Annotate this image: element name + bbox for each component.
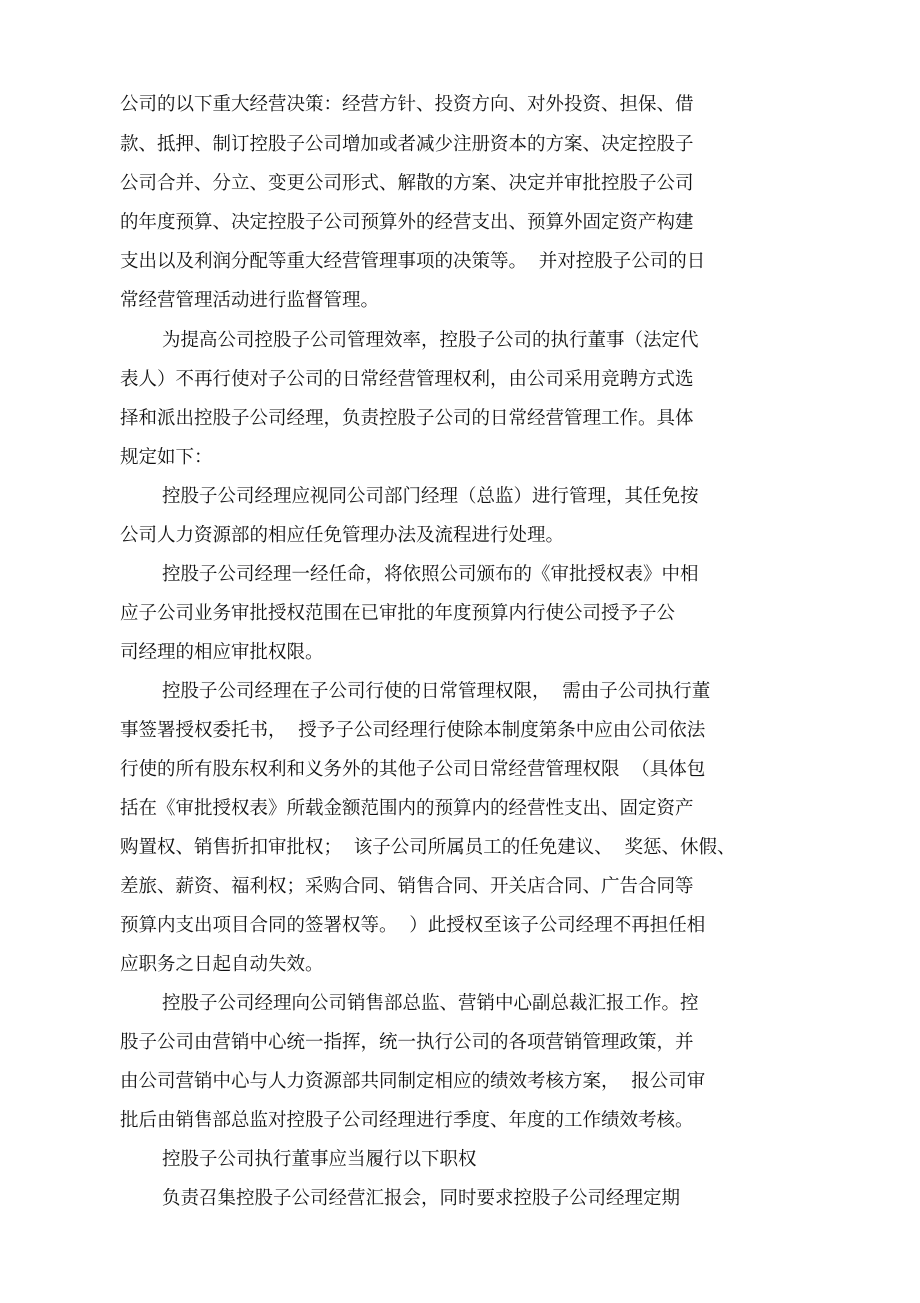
text-line: 批后由销售部总监对控股子公司经理进行季度、年度的工作绩效考核。 <box>120 1110 694 1131</box>
text-line: 常经营管理活动进行监督管理。 <box>120 290 380 311</box>
text-line: 事签署授权委托书， 授予子公司经理行使除本制度第条中应由公司依法 <box>120 720 706 741</box>
text-line: 司经理的相应审批权限。 <box>120 642 324 663</box>
text-line: 规定如下： <box>120 447 213 468</box>
text-line: 择和派出控股子公司经理，负责控股子公司的日常经营管理工作。具体 <box>120 408 694 429</box>
paragraph-start-line: 控股子公司经理向公司销售部总监、营销中心副总裁汇报工作。控 <box>162 993 699 1014</box>
paragraph-start-line: 控股子公司经理在子公司行使的日常管理权限， 需由子公司执行董 <box>162 681 711 702</box>
text-line: 公司的以下重大经营决策：经营方针、投资方向、对外投资、担保、借 <box>120 94 694 115</box>
paragraph-start-line: 控股子公司经理一经任命，将依照公司颁布的《审批授权表》中相 <box>162 564 699 585</box>
paragraph-start-line: 控股子公司经理应视同公司部门经理（总监）进行管理，其任免按 <box>162 486 699 507</box>
paragraph-start-line: 为提高公司控股子公司管理效率，控股子公司的执行董事（法定代 <box>162 330 699 351</box>
text-line: 股子公司由营销中心统一指挥，统一执行公司的各项营销管理政策，并 <box>120 1032 694 1053</box>
text-line: 预算内支出项目合同的签署权等。 ）此授权至该子公司经理不再担任相 <box>120 915 706 936</box>
paragraph-start-line: 负责召集控股子公司经营汇报会，同时要求控股子公司经理定期 <box>162 1188 681 1209</box>
text-line: 应子公司业务审批授权范围在已审批的年度预算内行使公司授予子公 <box>120 603 676 624</box>
paragraph-start-line: 控股子公司执行董事应当履行以下职权 <box>162 1149 477 1170</box>
text-line: 行使的所有股东权利和义务外的其他子公司日常经营管理权限 （具体包 <box>120 759 706 780</box>
text-line: 购置权、销售折扣审批权； 该子公司所属员工的任免建议、 奖惩、休假、 <box>120 837 736 858</box>
text-line: 差旅、薪资、福利权；采购合同、销售合同、开关店合同、广告合同等 <box>120 876 694 897</box>
text-line: 括在《审批授权表》所载金额范围内的预算内的经营性支出、固定资产 <box>120 798 694 819</box>
text-line: 的年度预算、决定控股子公司预算外的经营支出、预算外固定资产构建 <box>120 212 694 233</box>
text-line: 公司人力资源部的相应任免管理办法及流程进行处理。 <box>120 525 565 546</box>
text-line: 款、抵押、制订控股子公司增加或者减少注册资本的方案、决定控股子 <box>120 134 694 155</box>
text-line: 由公司营销中心与人力资源部共同制定相应的绩效考核方案， 报公司审 <box>120 1071 706 1092</box>
text-line: 支出以及利润分配等重大经营管理事项的决策等。 并对控股子公司的日 <box>120 251 706 272</box>
text-line: 公司合并、分立、变更公司形式、解散的方案、决定并审批控股子公司 <box>120 173 694 194</box>
text-line: 应职务之日起自动失效。 <box>120 954 324 975</box>
text-line: 表人）不再行使对子公司的日常经营管理权利，由公司采用竞聘方式选 <box>120 369 694 390</box>
